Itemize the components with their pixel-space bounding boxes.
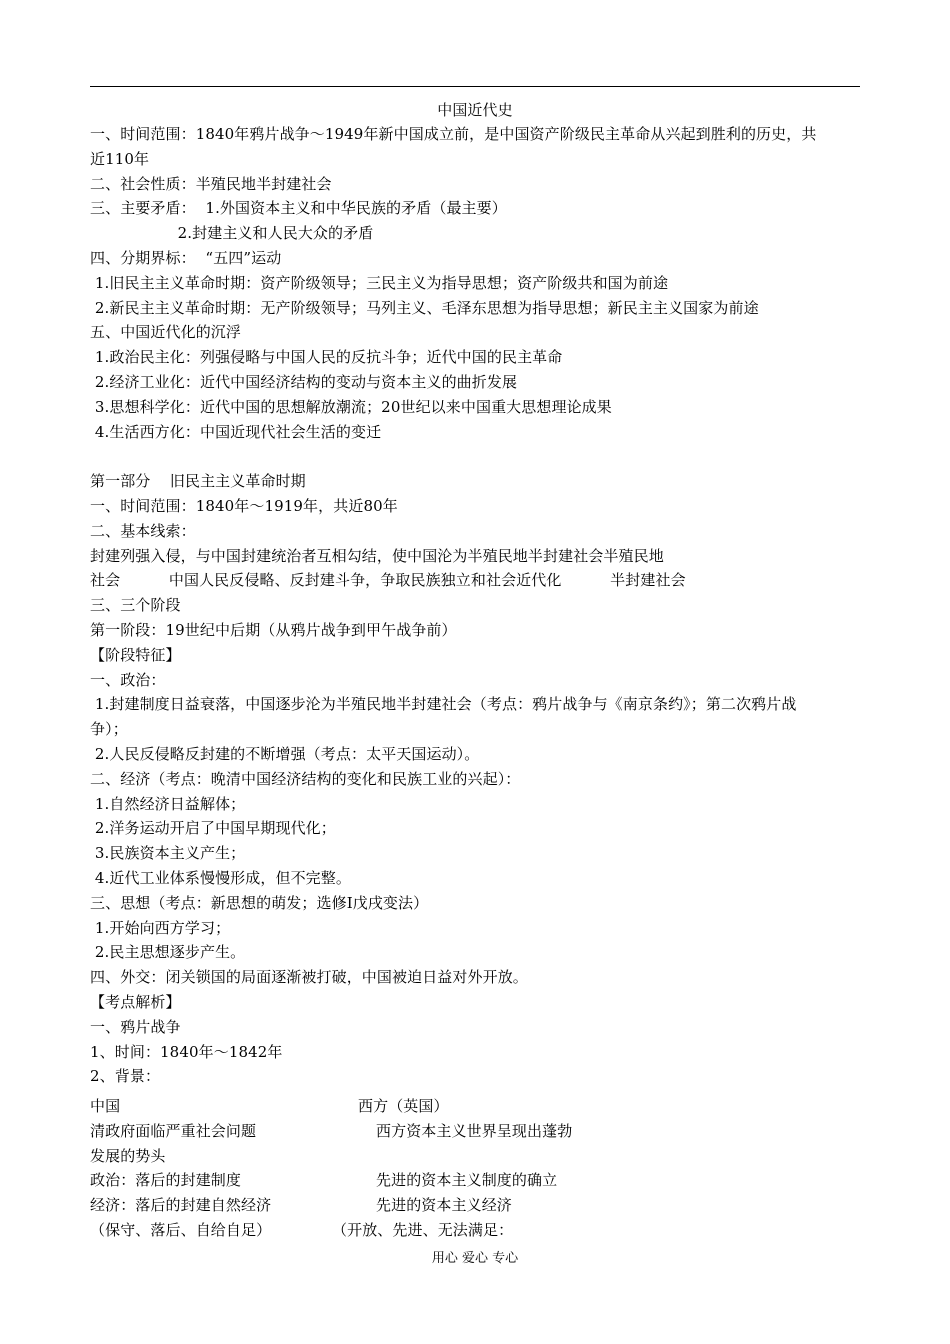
- text-line: 二、社会性质：半殖民地半封建社会: [90, 174, 332, 193]
- text-line: 二、经济（考点：晚清中国经济结构的变化和民族工业的兴起）：: [90, 769, 521, 788]
- header-rule: [90, 86, 860, 87]
- page-title: 中国近代史: [437, 101, 513, 119]
- text-line: 社会 中国人民反侵略、反封建斗争，争取民族独立和社会近代化 半封建社会: [90, 571, 686, 590]
- comparison-left: 清政府面临严重社会问题: [90, 1121, 257, 1140]
- text-line: 一、时间范围：1840年鸦片战争～1949年新中国成立前，是中国资产阶级民主革命从兴起到胜利的历史，共: [90, 125, 817, 143]
- comparison-left: （保守、落后、自给自足）: [90, 1221, 272, 1239]
- text-line: 1、时间：1840年～1842年: [90, 1042, 283, 1061]
- text-line: 4.近代工业体系慢慢形成，但不完整。: [90, 869, 351, 887]
- text-line: 二、基本线索：: [90, 521, 196, 540]
- text-line: 2.洋务运动开启了中国早期现代化；: [90, 819, 336, 838]
- text-line: 3.民族资本主义产生；: [90, 844, 246, 863]
- text-line: 2.经济工业化：近代中国经济结构的变动与资本主义的曲折发展: [90, 373, 518, 391]
- comparison-left: 中国: [90, 1097, 121, 1115]
- text-line: 1.封建制度日益衰落，中国逐步沦为半殖民地半封建社会（考点：鸦片战争与《南京条约》；第二次鸦片战: [90, 695, 797, 714]
- comparison-row: [90, 1146, 860, 1166]
- text-line: 4.生活西方化：中国近现代社会生活的变迁: [90, 422, 382, 441]
- comparison-right: 西方资本主义世界呈现出蓬勃: [376, 1121, 573, 1140]
- text-line: 1.开始向西方学习；: [90, 918, 231, 937]
- text-line: 1.政治民主化：列强侵略与中国人民的反抗斗争；近代中国的民主革命: [90, 348, 563, 367]
- text-line: 一、时间范围：1840年～1919年，共近80年: [90, 497, 398, 515]
- text-line: 四、分期界标： “五四”运动: [90, 249, 282, 267]
- comparison-row: [90, 1195, 860, 1215]
- text-line: 四、外交：闭关锁国的局面逐渐被打破，中国被迫日益对外开放。: [90, 968, 528, 987]
- comparison-left: 发展的势头: [90, 1146, 166, 1165]
- comparison-left: 政治：落后的封建制度: [90, 1171, 242, 1190]
- text-line: 争）；: [90, 720, 128, 739]
- comparison-right: 先进的资本主义制度的确立: [376, 1171, 558, 1190]
- text-line: 2.新民主主义革命时期：无产阶级领导；马列主义、毛泽东思想为指导思想；新民主主义国家为前途: [90, 298, 759, 317]
- text-line: 2.民主思想逐步产生。: [90, 943, 246, 962]
- comparison-right: 先进的资本主义经济: [376, 1196, 512, 1215]
- text-line: 【阶段特征】: [90, 645, 181, 664]
- page-footer: 用心 爱心 专心: [431, 1251, 519, 1266]
- comparison-right: （开放、先进、无法满足：: [332, 1221, 514, 1239]
- text-line: 2.人民反侵略反封建的不断增强（考点：太平天国运动）。: [90, 745, 480, 763]
- comparison-right: 西方（英国）: [358, 1097, 449, 1115]
- text-line: 第一部分 旧民主主义革命时期: [90, 472, 306, 491]
- text-line: 封建列强入侵，与中国封建统治者互相勾结，使中国沦为半殖民地半封建社会半殖民地: [90, 546, 664, 565]
- text-line: 1.自然经济日益解体；: [90, 794, 246, 813]
- text-line: 一、政治：: [90, 670, 166, 689]
- text-line: 3.思想科学化：近代中国的思想解放潮流；20世纪以来中国重大思想理论成果: [90, 397, 612, 416]
- text-line: 五、中国近代化的沉浮: [90, 323, 242, 342]
- text-line: 2、背景：: [90, 1067, 161, 1086]
- comparison-left: 经济：落后的封建自然经济: [90, 1196, 272, 1215]
- text-line: 【考点解析】: [90, 993, 181, 1011]
- comparison-row: [90, 1170, 860, 1190]
- comparison-row: [90, 1121, 860, 1141]
- text-line: 三、主要矛盾： 1.外国资本主义和中华民族的矛盾（最主要）: [90, 199, 507, 218]
- text-line: 一、鸦片战争: [90, 1017, 181, 1036]
- comparison-row: [90, 1220, 860, 1240]
- text-line: 三、思想（考点：新思想的萌发；选修I戊戌变法）: [90, 893, 429, 912]
- text-line: 1.旧民主主义革命时期：资产阶级领导；三民主义为指导思想；资产阶级共和国为前途: [90, 273, 669, 292]
- comparison-row: [90, 1096, 860, 1116]
- text-line: 近110年: [90, 149, 150, 168]
- text-line: 三、三个阶段: [90, 596, 181, 615]
- text-line: 第一阶段：19世纪中后期（从鸦片战争到甲午战争前）: [90, 621, 457, 639]
- text-line: 2.封建主义和人民大众的矛盾: [90, 224, 374, 243]
